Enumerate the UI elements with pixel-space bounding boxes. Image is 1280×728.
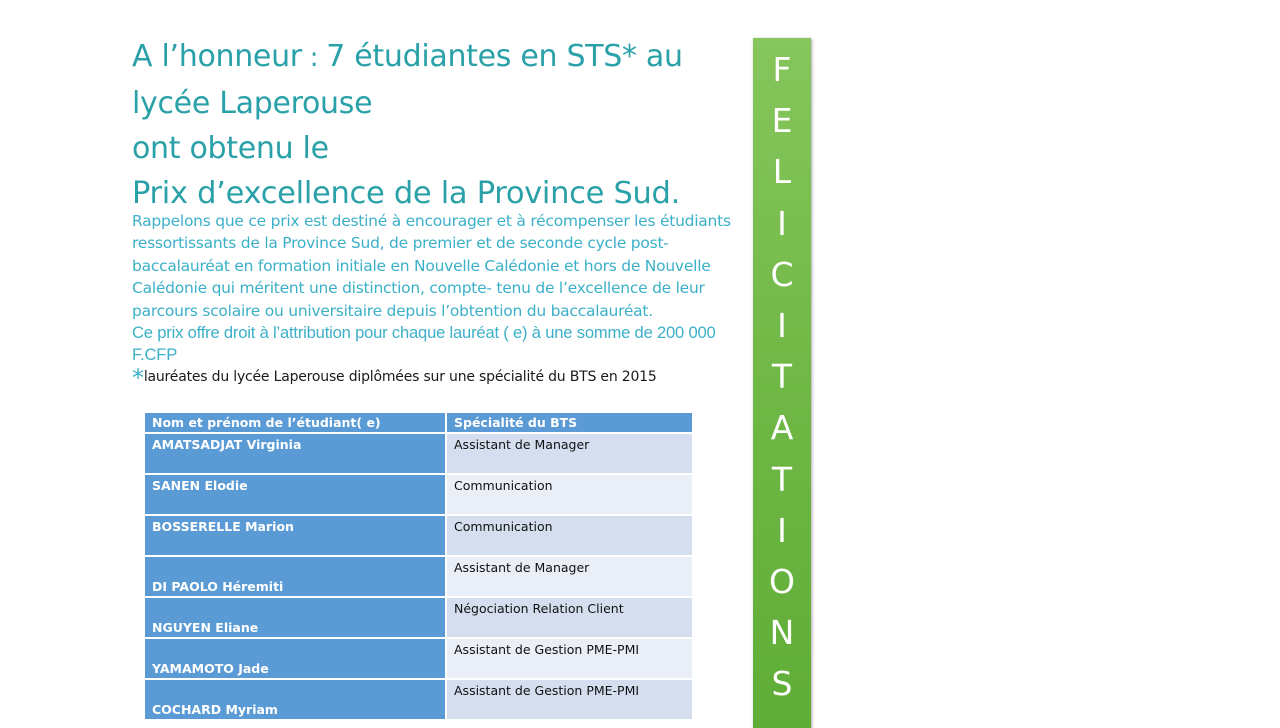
footnote-star: *: [132, 364, 144, 392]
table-row: [145, 679, 692, 720]
banner-letter: O: [769, 562, 795, 601]
student-name: SANEN Elodie: [145, 474, 446, 515]
table-row: [145, 556, 692, 597]
header-specialty: Spécialité du BTS: [446, 413, 692, 433]
title-line-2: lycée Laperouse: [132, 86, 373, 121]
laureates-table: [145, 413, 692, 721]
student-specialty: Communication: [446, 515, 692, 556]
title-line-4: Prix d’excellence de la Province Sud.: [132, 176, 681, 211]
table-row: [145, 515, 692, 556]
banner-letter: I: [777, 306, 787, 345]
student-name: BOSSERELLE Marion: [145, 515, 446, 556]
table-header-row: [145, 413, 692, 433]
footnote: [132, 364, 752, 392]
banner-letter: E: [771, 101, 793, 141]
title-line-1-rest: 7 étudiantes en STS* au: [326, 39, 683, 74]
student-name: AMATSADJAT Virginia: [145, 433, 446, 474]
student-specialty: Communication: [446, 474, 692, 515]
header-name: Nom et prénom de l’étudiant( e): [145, 413, 446, 433]
banner-letter: I: [777, 510, 787, 550]
table-row: [145, 433, 692, 474]
banner-letter: C: [770, 254, 794, 294]
banner-letter: I: [777, 203, 787, 243]
banner-letter: T: [771, 357, 793, 397]
banner-letter: F: [772, 50, 792, 89]
banner-letter: S: [771, 664, 793, 704]
student-specialty: Assistant de Gestion PME-PMI: [446, 679, 692, 720]
title-colon: :: [301, 43, 327, 73]
felicitations-banner: [753, 38, 811, 728]
student-name: YAMAMOTO Jade: [145, 638, 446, 679]
banner-letter: L: [772, 152, 792, 192]
body-text: [132, 210, 742, 366]
student-specialty: Assistant de Manager: [446, 433, 692, 474]
prize-description: Rappelons que ce prix est destiné à encourager et à récompenser les étudiants ressortissants de la Province Sud, de premier et de seconde cycle post-baccalauréat en formation initiale en Nouvelle Calédonie et hors de Nouvelle Calédonie qui méritent une distinction, compte- tenu de l’excellence de leur parcours scolaire ou universitaire depuis l’obtention du baccalauréat.: [132, 212, 731, 320]
student-name: DI PAOLO Héremiti: [145, 556, 446, 597]
slide-title: [132, 34, 747, 216]
table-row: [145, 597, 692, 638]
student-specialty: Assistant de Manager: [446, 556, 692, 597]
table-row: [145, 474, 692, 515]
banner-letter: N: [769, 613, 795, 653]
student-specialty: Assistant de Gestion PME-PMI: [446, 638, 692, 679]
title-line-1: [132, 34, 747, 81]
student-name: NGUYEN Eliane: [145, 597, 446, 638]
banner-letter: T: [771, 459, 793, 499]
table-row: [145, 638, 692, 679]
footnote-text: lauréates du lycée Laperouse diplômées sur une spécialité du BTS en 2015: [143, 369, 657, 385]
banner-letter: A: [770, 408, 794, 448]
student-specialty: Négociation Relation Client: [446, 597, 692, 638]
student-name: COCHARD Myriam: [145, 679, 446, 720]
title-line-3: ont obtenu le: [132, 131, 329, 166]
title-lead: A l’honneur: [132, 39, 302, 74]
prize-amount: Ce prix offre droit à l’attribution pour chaque lauréat ( e) à une somme de 200 000 F.CFP: [132, 323, 716, 365]
